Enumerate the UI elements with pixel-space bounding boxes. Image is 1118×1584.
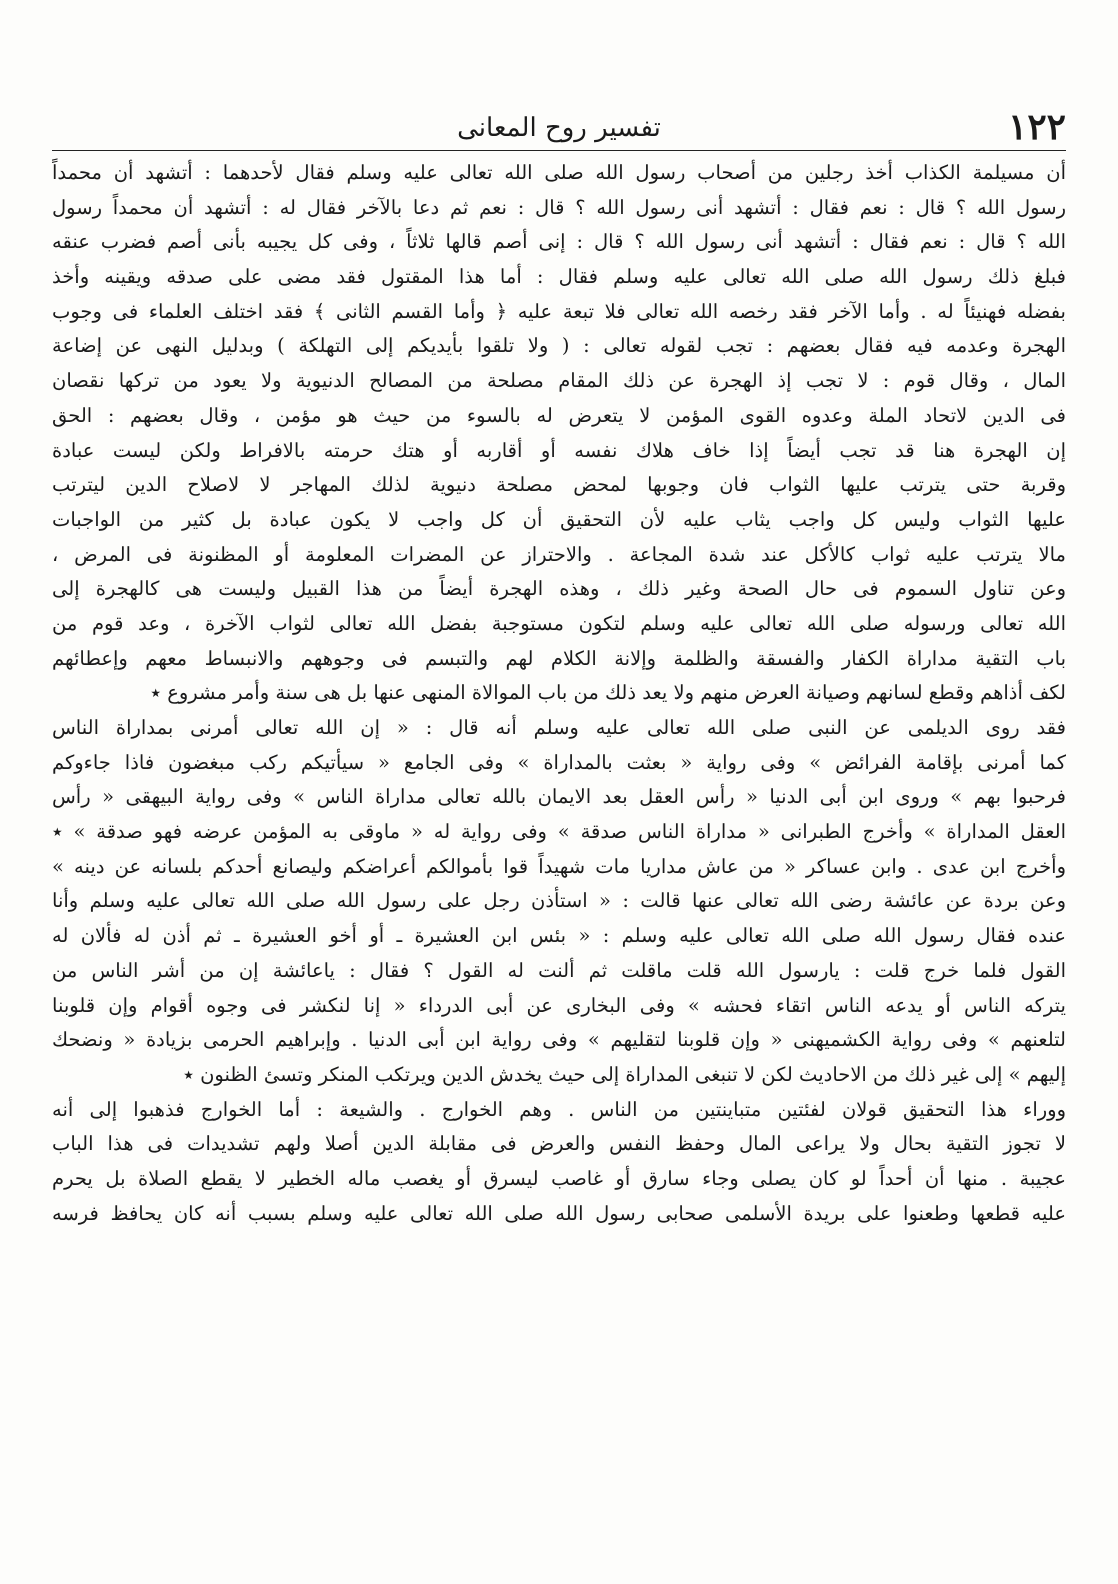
text-line: القول فلما خرج قلت : يارسول الله قلت ماقلت ثم ألنت له القول ؟ فقال : ياعائشة إن من أشر الناس من [52, 958, 1066, 982]
text-line: فبلغ ذلك رسول الله صلى الله تعالى عليه وسلم فقال : أما هذا المقتول فقد مضى على صدقه ويقينه وأخذ [52, 265, 1066, 289]
text-line: أن مسيلمة الكذاب أخذ رجلين من أصحاب رسول الله صلى الله تعالى عليه وسلم فقال لأحدهما : أتشهد أن محمداً [52, 161, 1066, 184]
text-line: فرحبوا بهم » وروى ابن أبى الدنيا « رأس العقل بعد الايمان بالله تعالى مداراة الناس » وفى رواية البيهقى « رأس [52, 785, 1066, 809]
page-header [52, 104, 1066, 150]
running-title: تفسير روح المعانى [457, 113, 661, 143]
text-line: عليها الثواب وليس كل واجب يثاب عليه لأن التحقيق أن كل واجب لا يكون عبادة بل كثير من الواجبات [52, 507, 1066, 531]
text-line: فى الدين لاتحاد الملة وعدوه القوى المؤمن لا يتعرض له بالسوء من حيث هو مؤمن ، وقال بعضهم : الحق [52, 403, 1066, 427]
text-line: عجيبة . منها أن أحداً لو كان يصلى وجاء سارق أو غاصب ليسرق أو يغصب ماله الخطير لا يقطع الصلاة بل يحرم [52, 1166, 1066, 1190]
text-line: عنده فقال رسول الله صلى الله تعالى عليه وسلم : « بئس ابن العشيرة ـ أو أخو العشيرة ـ ثم أذن له فألان له [52, 924, 1066, 948]
text-line: عليه قطعها وطعنوا على بريدة الأسلمى صحابى رسول الله صلى الله تعالى عليه وسلم بسبب أنه كان يحافظ فرسه [52, 1201, 1066, 1225]
text-line: إليهم » إلى غير ذلك من الاحاديث لكن لا تنبغى المداراة إلى حيث يخدش الدين ويرتكب المنكر وتسئ الظنون ٭ [183, 1062, 1066, 1086]
text-line: إن الهجرة هنا قد تجب أيضاً إذا خاف هلاك نفسه أو أقاربه أو هتك حرمته بالافراط ولكن ليست عبادة [52, 438, 1066, 462]
text-line: لتلعنهم » وفى رواية الكشميهنى « وإن قلوبنا لتقليهم » وفى رواية ابن أبى الدنيا . وإبراهيم الحرمى بزيادة « ونضحك [52, 1028, 1066, 1052]
text-line: كما أمرنى بإقامة الفرائض » وفى رواية « بعثت بالمداراة » وفى الجامع « سيأتيكم ركب مبغضون فاذا جاءوكم [52, 750, 1066, 774]
text-line: الله تعالى ورسوله صلى الله تعالى عليه وسلم لتكون مستوجبة بفضل الله تعالى لثواب الآخرة ، وعد قوم من [52, 611, 1066, 635]
text-line: وقربة حتى يترتب عليها الثواب فان وجوبها لمحض مصلحة دنيوية لذلك المهاجر لا لاصلاح الدين ليترتب [52, 473, 1066, 497]
text-line: وأخرج ابن عدى . وابن عساكر « من عاش مداريا مات شهيداً قوا بأموالكم أعراضكم وليصانع أحدكم بلسانه عن دينه » [52, 854, 1066, 878]
text-line: لا تجوز التقية بحال ولا يراعى المال وحفظ النفس والعرض فى مقابلة الدين أصلا ولهم تشديدات فى هذا الباب [52, 1132, 1066, 1156]
page-number: ١٢٢ [1007, 106, 1066, 148]
body-text [52, 156, 1066, 1231]
text-line: ووراء هذا التحقيق قولان لفئتين متباينتين من الناس . وهم الخوارج . والشيعة : أما الخوارج فذهبوا إلى أنه [52, 1097, 1066, 1121]
text-line: الله ؟ قال : نعم فقال : أتشهد أنى رسول الله ؟ قال : إنى أصم قالها ثلاثاً ، وفى كل يجيبه بأنى أصم فضرب عنقه [52, 230, 1066, 254]
text-line: العقل المداراة » وأخرج الطبرانى « مداراة الناس صدقة » وفى رواية له « ماوقى به المؤمن عرضه فهو صدقة » ٭ [52, 820, 1066, 844]
text-line: مالا يترتب عليه ثواب كالأكل عند شدة المجاعة . والاحتراز عن المضرات المعلومة أو المظنونة فى المرض ، [52, 542, 1066, 566]
text-line: وعن بردة عن عائشة رضى الله تعالى عنها قالت : « استأذن رجل على رسول الله صلى الله تعالى عليه وسلم وأنا [52, 889, 1066, 913]
text-line: الهجرة وعدمه فيه فقال بعضهم : تجب لقوله تعالى : ( ولا تلقوا بأيديكم إلى التهلكة ) وبدليل النهى عن إضاعة [52, 334, 1066, 358]
text-line: فقد روى الديلمى عن النبى صلى الله تعالى عليه وسلم أنه قال : « إن الله تعالى أمرنى بمداراة الناس [52, 716, 1066, 739]
text-line: لكف أذاهم وقطع لسانهم وصيانة العرض منهم ولا يعد ذلك من باب الموالاة المنهى عنها بل هى سنة وأمر مشروع ٭ [150, 681, 1066, 705]
text-line: المال ، وقال قوم : لا تجب إذ الهجرة عن ذلك المقام مصلحة من المصالح الدنيوية ولا يعود من تركها نقصان [52, 369, 1066, 393]
text-line: وعن تناول السموم فى حال الصحة وغير ذلك ، وهذه الهجرة أيضاً من هذا القبيل وليست هى كالهجرة إلى [52, 577, 1066, 601]
text-line: رسول الله ؟ قال : نعم فقال : أتشهد أنى رسول الله ؟ قال : نعم ثم دعا بالآخر فقال له : أتشهد أن محمداً رسول [52, 195, 1066, 219]
header-rule [52, 150, 1066, 151]
text-line: بفضله فهنيئاً له . وأما الآخر فقد رخصه الله تعالى فلا تبعة عليه ﴿ وأما القسم الثانى ﴾ فقد اختلف العلماء فى وجوب [52, 299, 1066, 323]
text-line: باب التقية مداراة الكفار والفسقة والظلمة وإلانة الكلام لهم والتبسم فى وجوههم والانبساط معهم وإعطائهم [52, 646, 1066, 670]
text-line: يتركه الناس أو يدعه الناس اتقاء فحشه » وفى البخارى عن أبى الدرداء « إنا لنكشر فى وجوه أقوام وإن قلوبنا [52, 993, 1066, 1017]
